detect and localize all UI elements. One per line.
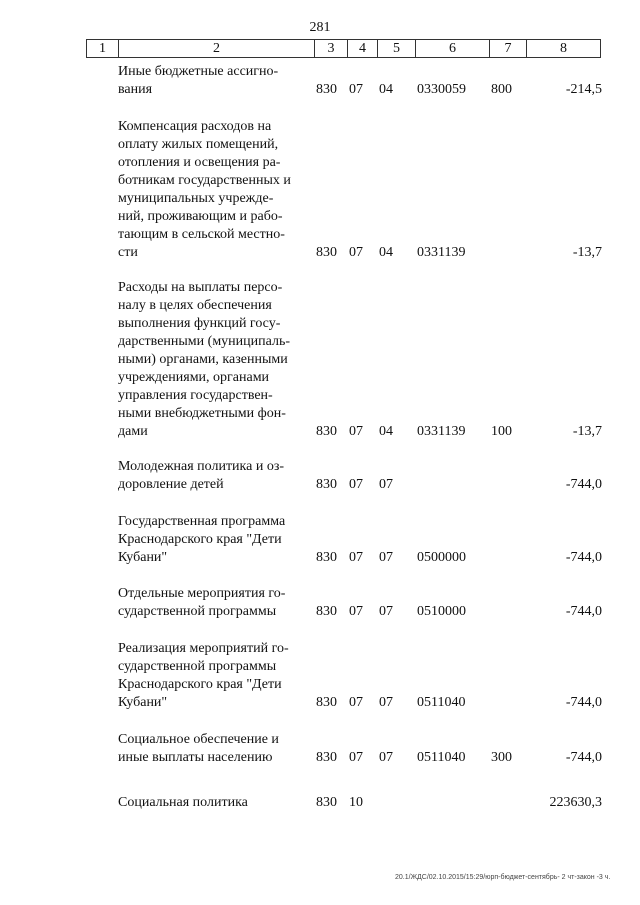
- cell-c7: 100: [491, 424, 512, 439]
- row-description: [118, 585, 308, 621]
- cell-c6: 0331139: [417, 424, 466, 439]
- cell-c5: 07: [379, 695, 393, 710]
- cell-c3: 830: [316, 82, 337, 97]
- header-col-2: 2: [119, 40, 315, 58]
- description-line: доровление детей: [118, 477, 224, 492]
- cell-c6: 0511040: [417, 695, 466, 710]
- header-col-4: 4: [348, 40, 378, 58]
- description-line: Кубани": [118, 550, 168, 565]
- description-line: вания: [118, 82, 153, 97]
- cell-c7: 800: [491, 82, 512, 97]
- cell-c4: 07: [349, 245, 363, 260]
- description-line: дами: [118, 424, 148, 439]
- description-line: Краснодарского края "Дети: [118, 677, 282, 692]
- description-line: дарственными (муниципаль-: [118, 334, 291, 349]
- description-line: учреждениями, органами: [118, 370, 270, 385]
- cell-c5: 07: [379, 604, 393, 619]
- description-line: Социальная политика: [118, 795, 248, 810]
- cell-c6: 0330059: [417, 82, 466, 97]
- cell-c3: 830: [316, 750, 337, 765]
- header-col-3: 3: [315, 40, 348, 58]
- description-line: ными) органами, казенными: [118, 352, 288, 367]
- header-col-6: 6: [416, 40, 490, 58]
- cell-c5: 04: [379, 424, 393, 439]
- description-line: отопления и освещения ра-: [118, 155, 281, 170]
- row-description: [118, 731, 308, 767]
- description-line: оплату жилых помещений,: [118, 137, 279, 152]
- column-number-header: [86, 39, 601, 58]
- cell-c4: 10: [349, 795, 363, 810]
- description-line: Расходы на выплаты персо-: [118, 280, 283, 295]
- document-footer-stamp: 20.1/ЖДС/02.10.2015/15:29/юрп-бюджет-сентябрь- 2 чт-закон -3 ч.: [395, 874, 611, 881]
- description-line: муниципальных учрежде-: [118, 191, 274, 206]
- cell-c4: 07: [349, 695, 363, 710]
- cell-c8: -744,0: [565, 604, 602, 619]
- cell-c4: 07: [349, 550, 363, 565]
- description-line: управления государствен-: [118, 388, 273, 403]
- cell-c4: 07: [349, 424, 363, 439]
- cell-c6: 0510000: [417, 604, 466, 619]
- cell-c3: 830: [316, 795, 337, 810]
- row-description: [118, 279, 308, 441]
- description-line: Кубани": [118, 695, 168, 710]
- row-description: [118, 118, 308, 262]
- header-col-8: 8: [527, 40, 601, 58]
- cell-c5: 04: [379, 245, 393, 260]
- page-number: 281: [309, 20, 331, 35]
- cell-c8: -744,0: [565, 477, 602, 492]
- cell-c5: 04: [379, 82, 393, 97]
- description-line: выполнения функций госу-: [118, 316, 281, 331]
- row-description: [118, 513, 308, 567]
- row-description: [118, 458, 308, 494]
- cell-c7: 300: [491, 750, 512, 765]
- header-col-5: 5: [378, 40, 416, 58]
- row-description: [118, 640, 308, 712]
- description-line: Иные бюджетные ассигно-: [118, 64, 279, 79]
- cell-c5: 07: [379, 750, 393, 765]
- cell-c6: 0331139: [417, 245, 466, 260]
- description-line: Социальное обеспечение и: [118, 732, 279, 747]
- description-line: Краснодарского края "Дети: [118, 532, 282, 547]
- cell-c6: 0500000: [417, 550, 466, 565]
- description-line: тающим в сельской местно-: [118, 227, 285, 242]
- cell-c8: -744,0: [565, 550, 602, 565]
- cell-c5: 07: [379, 477, 393, 492]
- description-line: сударственной программы: [118, 659, 277, 674]
- header-col-7: 7: [490, 40, 527, 58]
- description-line: ний, проживающим и рабо-: [118, 209, 283, 224]
- description-line: Реализация мероприятий го-: [118, 641, 289, 656]
- header-col-1: 1: [87, 40, 119, 58]
- cell-c8: -13,7: [572, 424, 602, 439]
- cell-c3: 830: [316, 604, 337, 619]
- description-line: Молодежная политика и оз-: [118, 459, 285, 474]
- description-line: сти: [118, 245, 138, 260]
- description-line: Отдельные мероприятия го-: [118, 586, 286, 601]
- cell-c3: 830: [316, 477, 337, 492]
- description-line: ными внебюджетными фон-: [118, 406, 286, 421]
- cell-c5: 07: [379, 550, 393, 565]
- row-description: [118, 794, 308, 812]
- cell-c4: 07: [349, 477, 363, 492]
- cell-c3: 830: [316, 550, 337, 565]
- description-line: налу в целях обеспечения: [118, 298, 272, 313]
- description-line: ботникам государственных и: [118, 173, 291, 188]
- cell-c8: -744,0: [565, 750, 602, 765]
- cell-c4: 07: [349, 750, 363, 765]
- cell-c8: 223630,3: [549, 795, 602, 810]
- row-description: [118, 63, 308, 99]
- cell-c3: 830: [316, 245, 337, 260]
- cell-c4: 07: [349, 604, 363, 619]
- cell-c3: 830: [316, 695, 337, 710]
- description-line: иные выплаты населению: [118, 750, 273, 765]
- description-line: Государственная программа: [118, 514, 286, 529]
- cell-c6: 0511040: [417, 750, 466, 765]
- cell-c4: 07: [349, 82, 363, 97]
- description-line: Компенсация расходов на: [118, 119, 272, 134]
- cell-c8: -744,0: [565, 695, 602, 710]
- cell-c8: -214,5: [565, 82, 602, 97]
- cell-c3: 830: [316, 424, 337, 439]
- description-line: сударственной программы: [118, 604, 277, 619]
- cell-c8: -13,7: [572, 245, 602, 260]
